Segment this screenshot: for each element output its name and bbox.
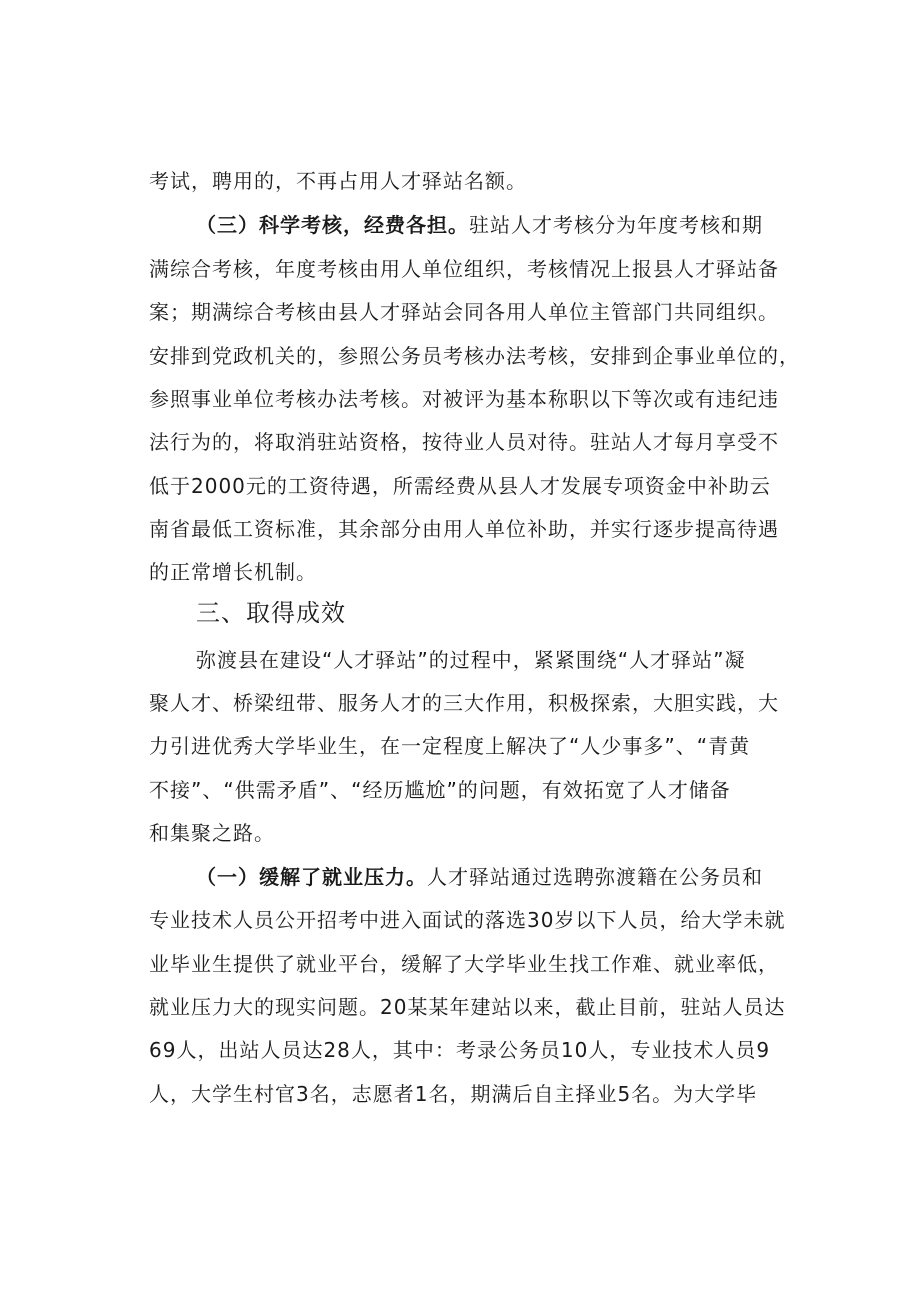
paragraph-line: 69人，出站人员达28人，其中：考录公务员10人，专业技术人员9 xyxy=(149,1038,771,1062)
paragraph-text: 驻站人才考核分为年度考核和期 xyxy=(469,213,763,237)
paragraph-line: 南省最低工资标准，其余部分由用人单位补助，并实行逐步提高待遇 xyxy=(149,517,779,541)
section-heading: 三、取得成效 xyxy=(196,599,346,627)
paragraph-line: 和集聚之路。 xyxy=(149,821,275,845)
paragraph-line: 力引进优秀大学毕业生，在一定程度上解决了“人少事多”、“青黄 xyxy=(149,734,751,758)
paragraph-line xyxy=(196,210,809,240)
paragraph-line: 弥渡县在建设“人才驿站”的过程中，紧紧围绕“人才驿站”凝 xyxy=(196,648,746,672)
paragraph-text: 人才驿站通过选聘弥渡籍在公务员和 xyxy=(427,865,763,889)
paragraph-line: 考试，聘用的，不再占用人才驿站名额。 xyxy=(149,169,527,193)
paragraph-line: 安排到党政机关的，参照公务员考核办法考核，安排到企事业单位的， xyxy=(149,344,800,368)
subheading-1: （一）缓解了就业压力。 xyxy=(196,865,427,889)
paragraph-line: 不接”、“供需矛盾”、“经历尴尬”的问题，有效拓宽了人才储备 xyxy=(149,778,731,802)
subheading-3: （三）科学考核，经费各担。 xyxy=(196,213,469,237)
paragraph-line: 聚人才、桥梁纽带、服务人才的三大作用，积极探索，大胆实践，大 xyxy=(149,691,779,715)
paragraph-line: 法行为的，将取消驻站资格，按待业人员对待。驻站人才每月享受不 xyxy=(149,430,779,454)
paragraph-line: 满综合考核，年度考核由用人单位组织，考核情况上报县人才驿站备 xyxy=(149,257,779,281)
paragraph-line: 业毕业生提供了就业平台，缓解了大学毕业生找工作难、就业率低， xyxy=(149,952,779,976)
paragraph-line: 参照事业单位考核办法考核。对被评为基本称职以下等次或有违纪违 xyxy=(149,387,779,411)
paragraph-line: 就业压力大的现实问题。20某某年建站以来，截止目前，驻站人员达 xyxy=(149,995,786,1019)
paragraph-line: 低于2000元的工资待遇，所需经费从县人才发展专项资金中补助云 xyxy=(149,474,771,498)
paragraph-line: 的正常增长机制。 xyxy=(149,560,317,584)
paragraph-line: 专业技术人员公开招考中进入面试的落选30岁以下人员，给大学未就 xyxy=(149,908,786,932)
paragraph-line: 人，大学生村官3名，志愿者1名，期满后自主择业5名。为大学毕 xyxy=(149,1082,758,1106)
paragraph-line: 案；期满综合考核由县人才驿站会同各用人单位主管部门共同组织。 xyxy=(149,300,779,324)
paragraph-line xyxy=(196,862,809,892)
